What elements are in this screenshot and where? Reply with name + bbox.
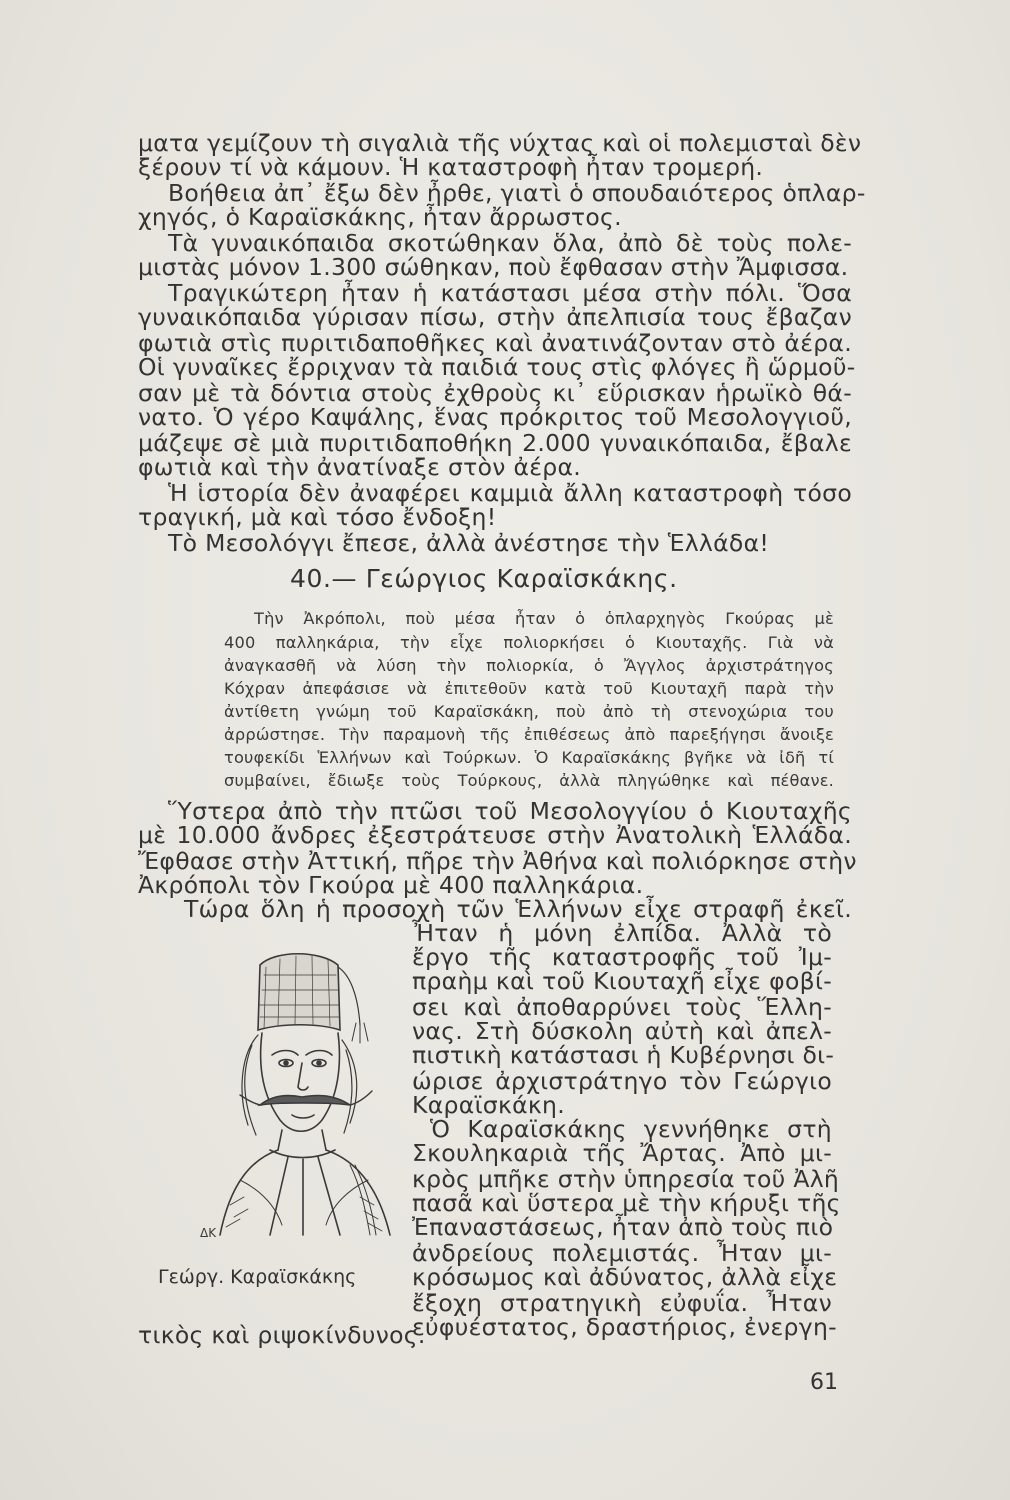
text-line: Οἱ γυναῖκες ἔρριχναν τὰ παιδιά τους στὶς φλόγες ἢ ὥρμοῦ- — [138, 353, 856, 381]
text-line: μὲ 10.000 ἄνδρες ἐξεστράτευσε στὴν Ἀνατολικὴ Ἑλλάδα. — [138, 821, 852, 849]
text-line: Ἀκρόπολι τὸν Γκούρα μὲ 400 παλληκάρια. — [138, 871, 644, 899]
text-line: Ἔφθασε στὴν Ἀττική, πῆρε τὴν Ἀθήνα καὶ πολιόρκησε στὴν — [138, 847, 857, 875]
text-line: μάζεψε σὲ μιὰ πυριτιδαποθήκη 2.000 γυναικόπαιδα, ἔβαλε — [138, 429, 852, 457]
illustrator-signature: ΔΚ — [200, 1226, 217, 1240]
text-line: σαν μὲ τὰ δόντια στοὺς ἐχθροὺς κι᾿ εὕρισκαν ἡρωϊκὸ θά- — [138, 379, 852, 407]
page-number: 61 — [810, 1370, 838, 1395]
summary-line: ἀντίθετη γνώμη τοῦ Καραϊσκάκη, ποὺ ἀπὸ τὴ στενοχώρια του — [224, 702, 834, 721]
text-line: Τώρα ὅλη ἡ προσοχὴ τῶν Ἑλλήνων εἶχε στραφῆ ἐκεῖ. — [184, 895, 852, 923]
text-line: Ὁ Καραϊσκάκης γεννήθηκε στὴ — [430, 1115, 832, 1143]
text-line: Τραγικώτερη ἦταν ἡ κατάστασι μέσα στὴν πόλι. Ὅσα — [168, 279, 852, 307]
text-line: χηγός, ὁ Καραϊσκάκης, ἦταν ἄρρωστος. — [138, 203, 622, 231]
text-line: φωτιὰ καὶ τὴν ἀνατίναξε στὸν ἀέρα. — [138, 453, 582, 481]
text-line: τραγική, μὰ καὶ τόσο ἔνδοξη! — [138, 503, 497, 531]
summary-line: 400 παλληκάρια, τὴν εἶχε πολιορκήσει ὁ Κιουταχῆς. Γιὰ νὰ — [224, 633, 834, 652]
summary-line: Κόχραν ἀπεφάσισε νὰ ἐπιτεθοῦν κατὰ τοῦ Κιουταχῆ παρὰ τὴν — [224, 679, 834, 698]
summary-line: συμβαίνει, ἔδιωξε τοὺς Τούρκους, ἀλλὰ πληγώθηκε καὶ πέθανε. — [224, 771, 834, 790]
text-line: ἔξοχη στρατηγικὴ εὐφυΐα. Ἦταν — [412, 1289, 832, 1317]
text-line: φωτιὰ στὶς πυριτιδαποθῆκες καὶ ἀνατινάζονταν στὸ ἀέρα. — [138, 329, 852, 357]
karaiskakis-portrait — [200, 945, 410, 1255]
text-line: σει καὶ ἀποθαρρύνει τοὺς Ἕλλη- — [412, 993, 832, 1021]
text-line: ἔργο τῆς καταστροφῆς τοῦ Ἰμ- — [412, 943, 832, 971]
text-line: πασᾶ καὶ ὕστερα μὲ τὴν κήρυξι τῆς — [412, 1189, 841, 1217]
text-line: τικὸς καὶ ριψοκίνδυνος. — [138, 1321, 426, 1349]
text-line: Ἐπαναστάσεως, ἦταν ἀπὸ τοὺς πιὸ — [412, 1213, 834, 1241]
text-line: πιστικὴ κατάστασι ἡ Κυβέρνησι δι- — [412, 1041, 835, 1069]
summary-line: ἀναγκασθῆ νὰ λύση τὴν πολιορκία, ὁ Ἄγγλος ἀρχιστράτηγος — [224, 656, 834, 675]
text-line: ώρισε ἀρχιστράτηγο τὸν Γεώργιο — [412, 1067, 832, 1095]
text-line: Ἡ ἱστορία δὲν ἀναφέρει καμμιὰ ἄλλη καταστροφὴ τόσο — [168, 479, 852, 507]
text-line: μιστὰς μόνον 1.300 σώθηκαν, ποὺ ἔφθασαν στὴν Ἄμφισσα. — [138, 253, 849, 281]
text-line: Καραϊσκάκη. — [412, 1091, 566, 1119]
text-line: Σκουληκαριὰ τῆς Ἄρτας. Ἀπὸ μι- — [412, 1139, 832, 1167]
text-line: εὐφυέστατος, δραστήριος, ἐνεργη- — [412, 1313, 837, 1341]
text-line: ματα γεμίζουν τὴ σιγαλιὰ τῆς νύχτας καὶ οἱ πολεμισταὶ δὲν — [138, 129, 862, 157]
text-line: νατο. Ὁ γέρο Καψάλης, ἕνας πρόκριτος τοῦ Μεσολογγιοῦ, — [138, 403, 852, 431]
text-line: Τὰ γυναικόπαιδα σκοτώθηκαν ὅλα, ἀπὸ δὲ τοὺς πολε- — [168, 229, 852, 257]
text-line: Βοήθεια ἀπ᾿ ἔξω δὲν ἦρθε, γιατὶ ὁ σπουδαιότερος ὁπλαρ- — [168, 179, 866, 207]
text-line: γυναικόπαιδα γύρισαν πίσω, στὴν ἀπελπισία τους ἔβαζαν — [138, 303, 852, 331]
text-line: κρὸς μπῆκε στὴν ὑπηρεσία τοῦ Ἀλῆ — [412, 1165, 840, 1193]
summary-line: ἀρρώστησε. Τὴν παραμονὴ τῆς ἐπιθέσεως ἀπὸ παρεξήγησι ἄνοιξε — [224, 725, 834, 744]
text-line: ξέρουν τί νὰ κάμουν. Ἡ καταστροφὴ ἦταν τρομερή. — [138, 153, 764, 181]
portrait-caption: Γεώργ. Καραϊσκάκης — [158, 1266, 357, 1288]
text-line: Ὕστερα ἀπὸ τὴν πτῶσι τοῦ Μεσολογγίου ὁ Κιουταχῆς — [168, 797, 852, 825]
text-line: ἀνδρείους πολεμιστάς. Ἦταν μι- — [412, 1239, 832, 1267]
summary-line: Τὴν Ἀκρόπολι, ποὺ μέσα ἦταν ὁ ὁπλαρχηγὸς Γκούρας μὲ — [254, 609, 834, 628]
text-line: πραὴμ καὶ τοῦ Κιουταχῆ εἶχε φοβί- — [412, 967, 832, 995]
text-line: νας. Στὴ δύσκολη αὐτὴ καὶ ἀπελ- — [412, 1017, 832, 1045]
text-line: Τὸ Μεσολόγγι ἔπεσε, ἀλλὰ ἀνέστησε τὴν Ἑλλάδα! — [168, 529, 770, 557]
text-line: Ἦταν ἡ μόνη ἐλπίδα. Ἀλλὰ τὸ — [412, 919, 832, 947]
summary-line: τουφεκίδι Ἑλλήνων καὶ Τούρκων. Ὁ Καραϊσκάκης βγῆκε νὰ ἰδῆ τί — [224, 748, 834, 767]
section-heading: 40.— Γεώργιος Καραϊσκάκης. — [290, 564, 678, 593]
text-line: κρόσωμος καὶ ἀδύνατος, ἀλλὰ εἶχε — [412, 1263, 838, 1291]
